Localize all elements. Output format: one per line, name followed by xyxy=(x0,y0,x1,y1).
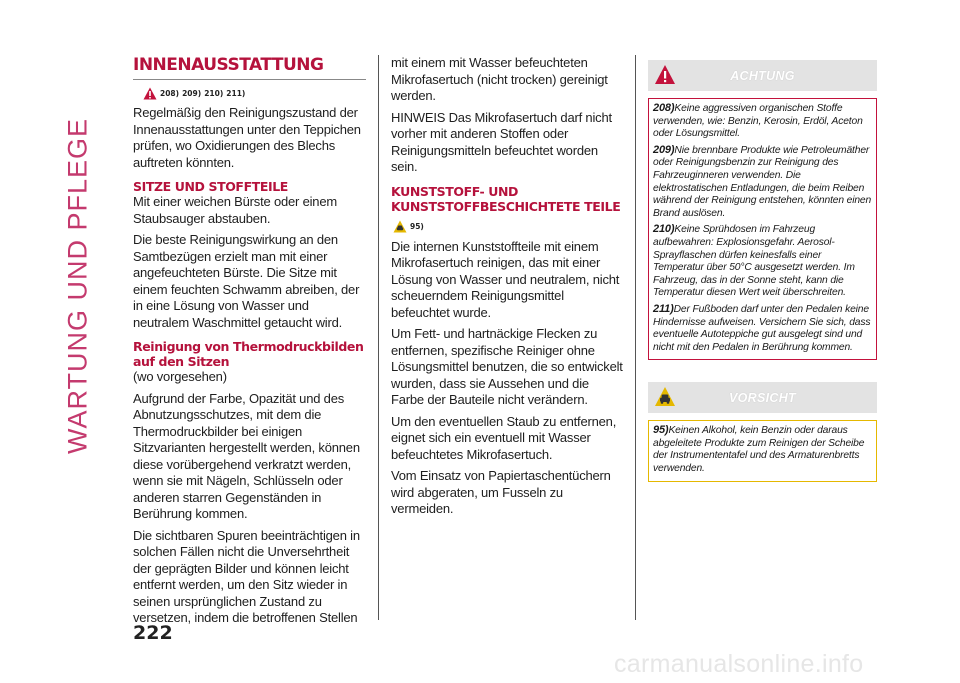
section-title-innenausstattung: INNENAUSSTATTUNG xyxy=(133,55,366,80)
page-number: 222 xyxy=(133,622,173,644)
plastic-paragraph-2: Um Fett- und hartnäckige Flecken zu entfernen, spezifische Reiniger ohne Lösungsmittel benutzen, die so entwickelt wurden, dass sie Aussehen und die Farbe der Bauteile nicht verändern. xyxy=(391,326,623,407)
warning-label: ACHTUNG xyxy=(730,68,795,83)
seats-paragraph-2: Die beste Reinigungswirkung an den Samtbezügen erzielt man mit einer angefeuchteten Bürste. Die Sitze mit einem feuchten Schwamm abreiben, der in eine Lösung von Wasser und neutralem Waschmittel getaucht wird. xyxy=(133,232,360,330)
car-caution-icon xyxy=(654,386,676,407)
caution-panel-header xyxy=(648,382,877,413)
plastic-paragraph-4: Vom Einsatz von Papiertaschentüchern wird abgeraten, um Fusseln zu vermeiden. xyxy=(391,468,611,516)
ref-209: 209) xyxy=(182,88,202,98)
plastic-paragraph-3: Um den eventuellen Staub zu entfernen, eignet sich ein eventuell mit Wasser befeuchtetes Mikrofasertuch. xyxy=(391,413,617,462)
subsection-title-seats: SITZE UND STOFFTEILE xyxy=(133,179,288,194)
warning-panel-header xyxy=(648,60,877,91)
warning-refs-1 xyxy=(143,86,366,100)
warning-note: 209)Nie brennbare Produkte wie Petroleumäther oder Reinigungsbenzin zur Reinigung des Fahrzeuginneren verwenden. Die elektrostatischen Entladungen, die beim Reiben während der Reinigung entstehen, könnten einen Brand auslösen. xyxy=(653,143,872,219)
caution-note: 95)Keinen Alkohol, kein Benzin oder daraus abgeleitete Produkte zum Reinigen der Scheibe der Instrumententafel und des Armaturenbretts verwenden. xyxy=(653,424,865,475)
column-1 xyxy=(133,55,366,627)
ref-208: 208) xyxy=(160,88,180,98)
subsection-title-thermo: Reinigung von Thermodruckbilden auf den Sitzen xyxy=(133,339,364,369)
hinweis-paragraph: HINWEIS Das Mikrofasertuch darf nicht vorher mit anderen Stoffen oder Reinigungsmitteln befeuchtet worden sein. xyxy=(391,109,612,174)
column-divider-1 xyxy=(378,55,379,620)
warning-triangle-icon xyxy=(654,64,676,85)
continuation-paragraph: mit einem mit Wasser befeuchteten Mikrofasertuch (nicht trocken) gereinigt werden. xyxy=(391,55,608,103)
warning-triangle-icon xyxy=(143,87,157,100)
caution-refs-1 xyxy=(393,220,625,234)
ref-210: 210) xyxy=(204,88,224,98)
column-3 xyxy=(648,60,877,482)
thermo-subtitle: (wo vorgesehen) xyxy=(133,369,227,384)
ref-211: 211) xyxy=(226,88,246,98)
caution-box xyxy=(648,420,877,481)
intro-paragraph: Regelmäßig den Reinigungszustand der Innenausstattungen unter den Teppichen prüfen, wo Oxidierungen des Blechs auftreten könnten. xyxy=(133,105,361,170)
warning-note: 208)Keine aggressiven organischen Stoffe verwenden, wie: Benzin, Kerosin, Erdöl, Aceton oder Lösungsmittel. xyxy=(653,102,863,140)
caution-label: VORSICHT xyxy=(729,390,796,405)
warning-box xyxy=(648,98,877,360)
chapter-side-label-text: WARTUNG UND PFLEGE xyxy=(62,117,93,455)
ref-95: 95) xyxy=(410,222,424,231)
subsection-title-plastic: KUNSTSTOFF- UND KUNSTSTOFFBESCHICHTETE TEILE xyxy=(391,183,621,214)
thermo-paragraph-1: Aufgrund der Farbe, Opazität und des Abnutzungsschutzes, mit dem die Thermodruckbilder bei einigen Sitzvarianten hergestellt werden, können diese vorübergehend verkratzt werden, wenn sie mit Nägeln, Schlüsseln oder anderen starren Gegenständen in Berührung kommen. xyxy=(133,390,360,521)
watermark: carmanualsonline.info xyxy=(614,650,864,678)
column-2 xyxy=(391,55,625,518)
plastic-paragraph-1: Die internen Kunststoffteile mit einem Mikrofasertuch reinigen, das mit einer Lösung von Wasser und neutralem, nicht scheuerndem Reinigungsmittel befeuchtet wurde. xyxy=(391,238,620,320)
thermo-paragraph-2: Die sichtbaren Spuren beeinträchtigen in solchen Fällen nicht die Unversehrtheit der geprägten Bilder und können leicht entfernt werden, um den Sitz wieder in seinen ursprünglichen Zustand zu versetzen, indem die betroffenen Stellen xyxy=(133,527,360,625)
warning-note: 211)Der Fußboden darf unter den Pedalen keine Hindernisse aufweisen. Versichern Sie sich, dass eventuelle Autoteppiche gut ausgelegt sind und nicht mit den Pedalen in Berührung kommen. xyxy=(653,302,871,353)
warning-note: 210)Keine Sprühdosen im Fahrzeug aufbewahren: Explosionsgefahr. Aerosol-Sprayflaschen dürfen keinesfalls einer Temperatur über 50°C ausgesetzt werden. Im Fahrzeug, das in der Sonne steht, kann die Temperatur diesen Wert weit überschreiten. xyxy=(653,223,855,299)
seats-paragraph-1: Mit einer weichen Bürste oder einem Staubsauger abstauben. xyxy=(133,194,337,226)
car-caution-icon xyxy=(393,220,407,233)
column-divider-2 xyxy=(635,55,636,620)
